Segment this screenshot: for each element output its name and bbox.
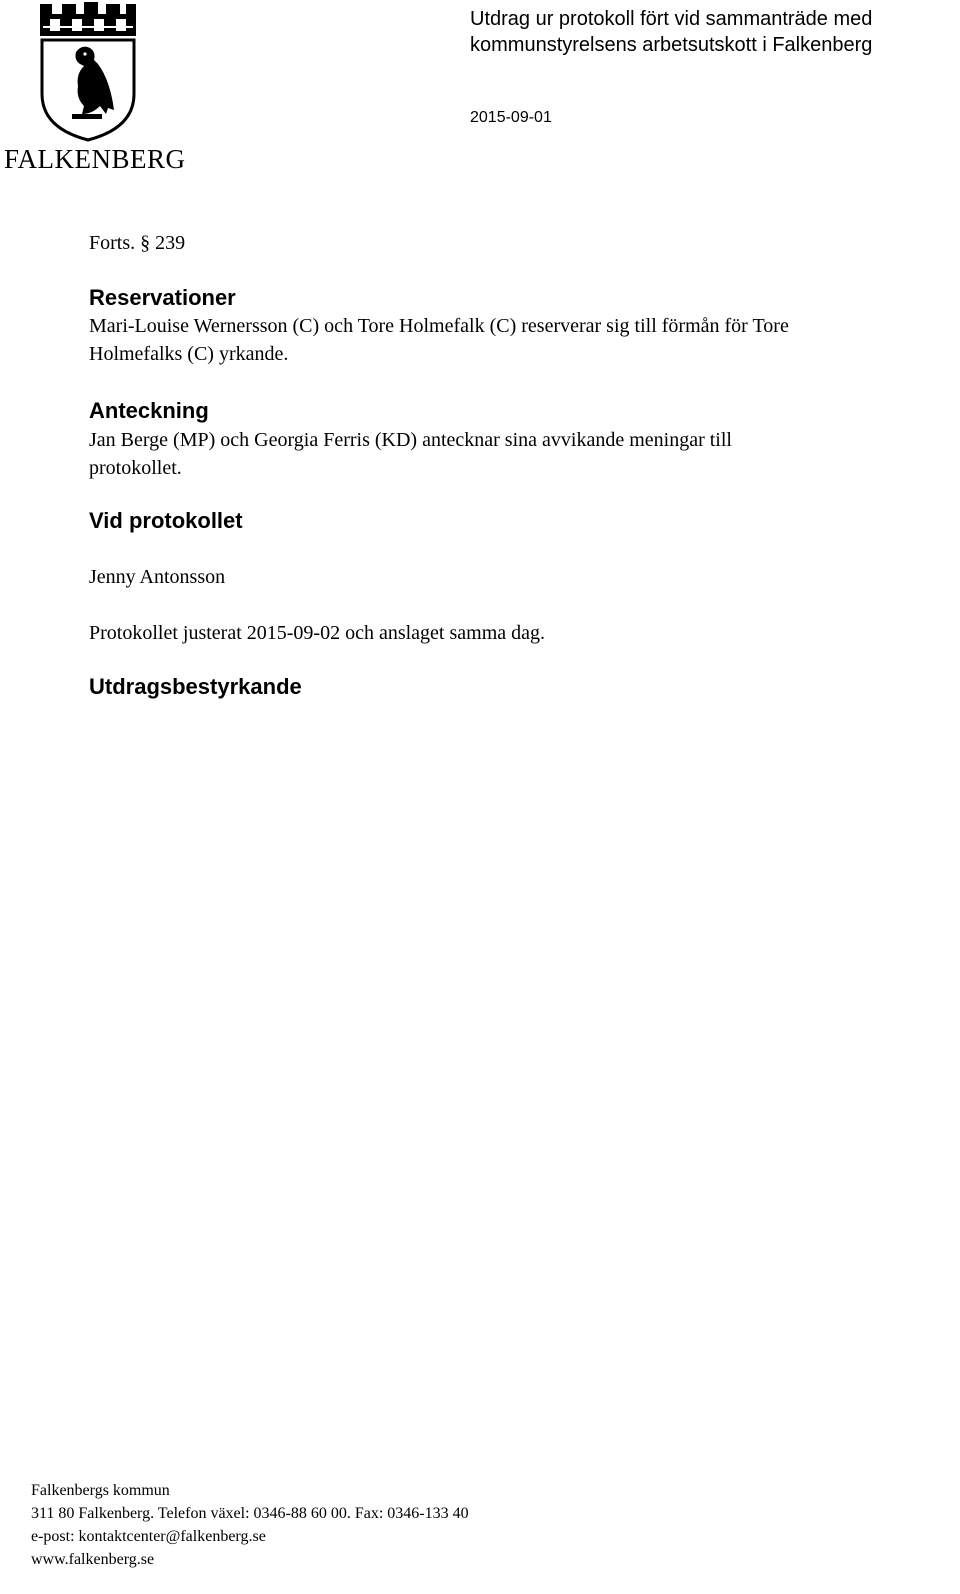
footer-web: www.falkenberg.se (31, 1551, 155, 1568)
meeting-date: 2015-09-01 (470, 109, 552, 126)
footer-address: 311 80 Falkenberg. Telefon växel: 0346-88 60 00. Fax: 0346-133 40 (31, 1505, 469, 1522)
coat-of-arms-icon (38, 2, 138, 142)
document-title (470, 6, 950, 58)
document-title-line1: Utdrag ur protokoll fört vid sammanträde med (470, 8, 873, 30)
heading-utdragsbestyrkande: Utdragsbestyrkande (89, 674, 302, 699)
document-title-line2: kommunstyrelsens arbetsutskott i Falkenberg (470, 34, 873, 56)
anteckning-text-line2: protokollet. (89, 457, 182, 479)
secretary-name: Jenny Antonsson (89, 566, 226, 588)
footer-email: e-post: kontaktcenter@falkenberg.se (31, 1528, 266, 1545)
paragraph-continuation: Forts. § 239 (89, 232, 186, 254)
reservationer-text-line2: Holmefalks (C) yrkande. (89, 343, 289, 365)
page-footer (31, 1479, 469, 1571)
reservationer-text-line1: Mari-Louise Wernersson (C) och Tore Holmefalk (C) reserverar sig till förmån för Tore (89, 315, 789, 337)
heading-reservationer: Reservationer (89, 285, 236, 310)
municipal-logo (0, 0, 186, 180)
footer-org: Falkenbergs kommun (31, 1482, 170, 1499)
justerat-text: Protokollet justerat 2015-09-02 och anslaget samma dag. (89, 622, 546, 644)
heading-anteckning: Anteckning (89, 398, 209, 423)
anteckning-text-line1: Jan Berge (MP) och Georgia Ferris (KD) antecknar sina avvikande meningar till (89, 429, 732, 451)
heading-vid-protokollet: Vid protokollet (89, 508, 243, 533)
logo-wordmark: FALKENBERG (4, 144, 186, 174)
